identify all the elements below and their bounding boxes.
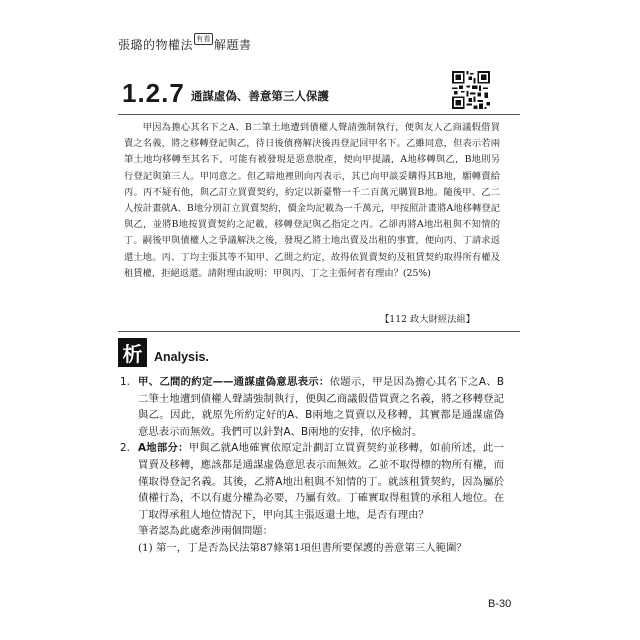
analysis-mark: 析 bbox=[118, 338, 147, 367]
section-number: 1.2.7 bbox=[122, 77, 185, 108]
section-title: 通謀虛偽、善意第三人保護 bbox=[190, 89, 329, 103]
item-heading: 甲、乙間的約定——通謀虛偽意思表示： bbox=[138, 376, 330, 388]
question-top-rule bbox=[118, 114, 520, 115]
brand-badge: 有看 bbox=[196, 35, 212, 43]
analysis-item-2 bbox=[120, 440, 504, 523]
qr-code-icon bbox=[452, 71, 490, 109]
question-bottom-rule bbox=[118, 331, 520, 332]
item-heading: A地部分： bbox=[138, 442, 189, 455]
item-number: 1. bbox=[120, 376, 130, 388]
brand-part1: 張璐的物權法 bbox=[118, 38, 194, 52]
section-header bbox=[122, 76, 329, 110]
item-text: 甲與乙就A地確實依原定計劃訂立買賣契約並移轉，如前所述，此一買賣及移轉，應該都是通謀虛偽意思表示而無效。乙並不取得標的物所有權，而僅取得登記名義。其後，乙將A地出租與不知情的丁。就該租賃契約，因為屬於債權行為，不以有處分權為必要，乃屬有效。丁確實取得租賃的承租人地位。在丁取得承租人地位情況下，甲向其主張返還土地，是否有理由？ bbox=[138, 442, 504, 521]
analysis-heading bbox=[118, 338, 209, 367]
book-brand bbox=[118, 36, 252, 53]
item-text: 依題示，甲是因為擔心其名下之A、B二筆土地遭到債權人聲請強制執行，便與乙商議假借買賣之名義，將之移轉登記與乙。因此，就原先所約定好的A、B兩地之買賣以及移轉，其實都是通謀虛偽意思表示而無效。我們可以針對A、B兩地的安排，依序檢討。 bbox=[138, 376, 504, 438]
question-box bbox=[124, 120, 500, 282]
page-number: B-30 bbox=[488, 598, 512, 610]
analysis-label: Analysis. bbox=[154, 349, 209, 364]
analysis-item-1 bbox=[120, 374, 504, 440]
question-source: 【112 政大財經法組】 bbox=[380, 314, 476, 325]
item-number: 2. bbox=[120, 442, 130, 455]
brand-part2: 解題書 bbox=[214, 38, 252, 52]
question-text: 甲因為擔心其名下之A、B二筆土地遭到債權人聲請強制執行，便與友人乙商議假借買賣之名義，將之移轉登記與乙，待日後債務解決後再登記回甲名下。乙雖同意，但表示若兩筆土地均移轉至其名下，可能有被發現是惡意脫產，便向甲提議，A地移轉與乙，B地則另行登記與第三人。甲同意之。但乙暗地裡則向丙表示，其已向甲談妥購得其B地，願轉賣給丙。丙不疑有他，與乙訂立買賣契約，約定以新臺幣一千二百萬元購買B地。隨後甲、乙二人按計畫就A、B地分別訂立買賣契約，價金均記載為一千萬元，甲按照計畫將A地移轉登記與乙，並將B地按買賣契約之記載，移轉登記與乙指定之丙。乙卻再將A地出租與不知情的丁。嗣後甲與債權人之爭議解決之後，發現乙將土地出賣及出租的事實，便向丙、丁請求返還土地。丙、丁均主張其等不知甲、乙間之約定，故得依買賣契約及租賃契約取得所有權及租賃權，拒絕返還。請附理由說明：甲與丙、丁之主張何者有理由？(25%) bbox=[124, 122, 500, 279]
analysis-subitem-1: (1) 第一，丁是否為民法第87條第1項但書所要保護的善意第三人範圍？ bbox=[138, 541, 467, 554]
analysis-note: 筆者認為此處牽涉兩個問題： bbox=[138, 525, 274, 538]
analysis-body bbox=[120, 374, 504, 557]
